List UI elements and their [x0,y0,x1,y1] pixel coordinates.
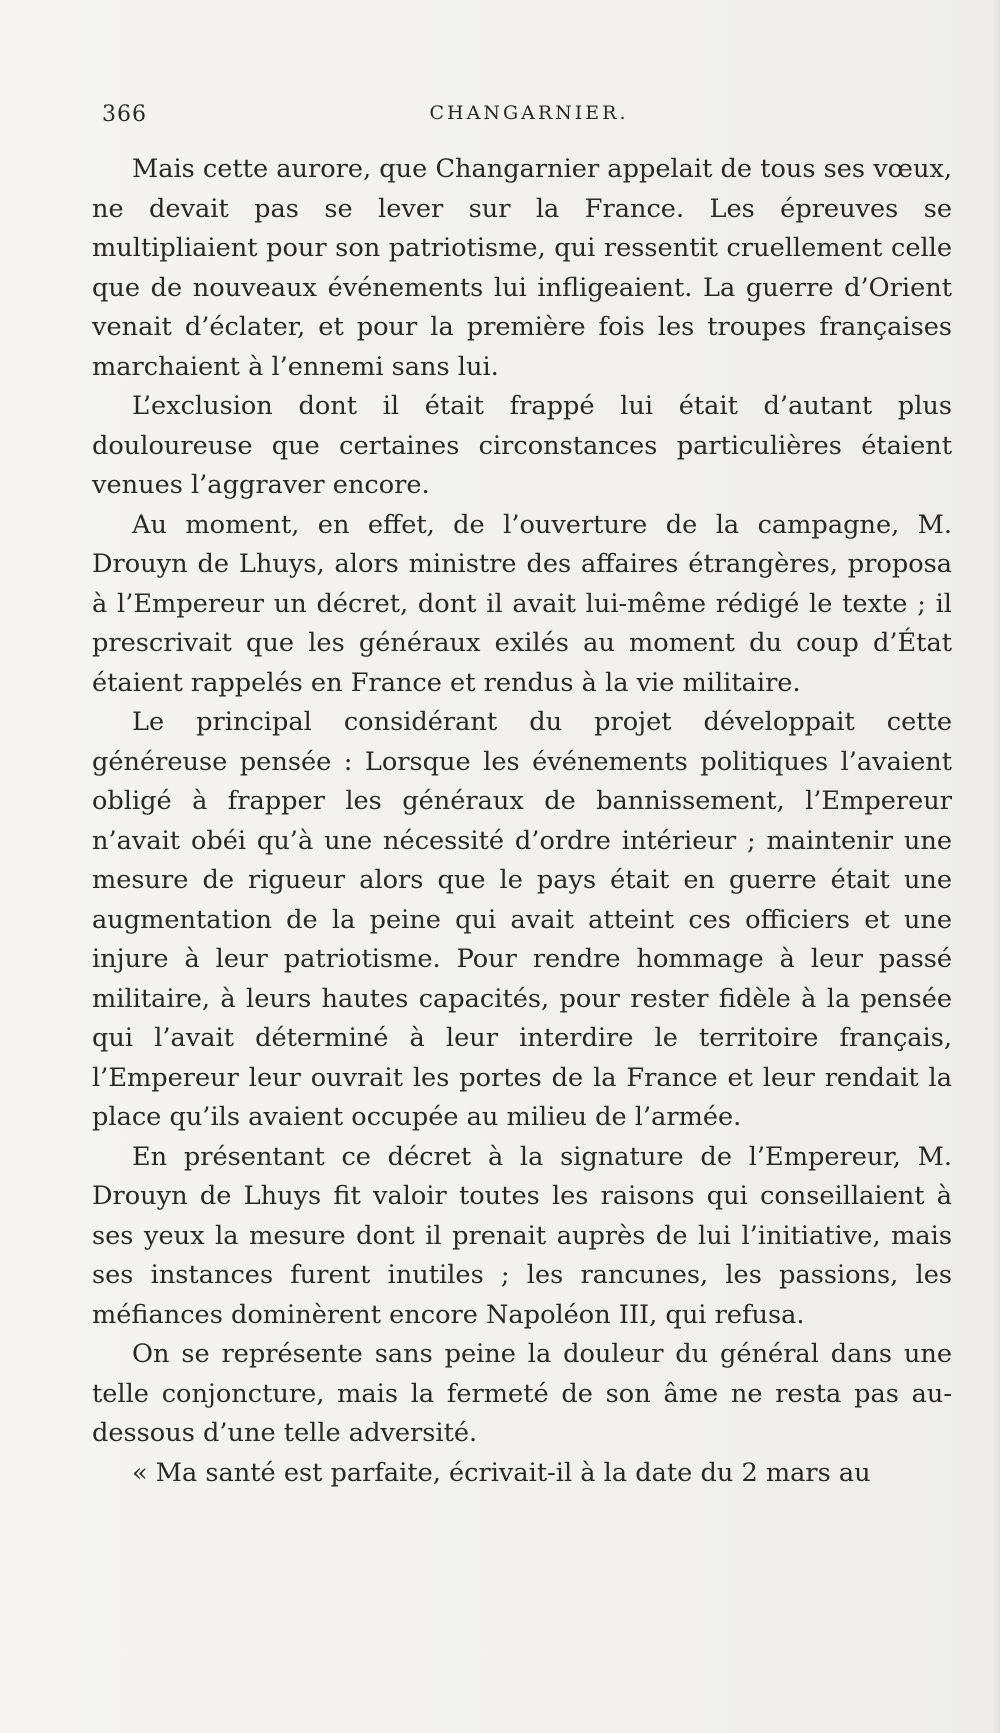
paragraph: On se représente sans peine la douleur du général dans une telle conjoncture, mais la fermeté de son âme ne resta pas au-dessous d’une telle adversité. [92,1339,952,1448]
running-head: CHANGARNIER. [429,102,629,124]
paragraph: En présentant ce décret à la signature de l’Empereur, M. Drouyn de Lhuys fit valoir toutes les raisons qui conseillaient à ses yeux la mesure dont il prenait auprès de lui l’initiative, mais ses instances furent inutiles ; les rancunes, les passions, les méfiances dominèrent encore Napoléon III, qui refusa. [92,1141,952,1330]
paragraph: Le principal considérant du projet développait cette généreuse pensée : Lorsque les événements politiques l’avaient obligé à frapper les généraux de bannissement, l’Empereur n’avait obéi qu’à une nécessité d’ordre intérieur ; maintenir une mesure de rigueur alors que le pays était en guerre était une augmentation de la peine qui avait atteint ces officiers et une injure à leur patriotisme. Pour rendre hommage à leur passé militaire, à leurs hautes capacités, pour rester fidèle à la pensée qui l’avait déterminé à leur interdire le territoire français, l’Empereur leur ouvrait les portes de la France et leur rendait la place qu’ils avaient occupée au milieu de l’armée. [92,707,952,1132]
paragraph: Au moment, en effet, de l’ouverture de la campagne, M. Drouyn de Lhuys, alors ministre des affaires étrangères, proposa à l’Empereur un décret, dont il avait lui-même rédigé le texte ; il prescrivait que les généraux exilés au moment du coup d’État étaient rappelés en France et rendus à la vie militaire. [92,509,952,698]
paragraph: L’exclusion dont il était frappé lui était d’autant plus douloureuse que certaines circonstances particulières étaient venues l’aggraver encore. [92,391,952,500]
page-number: 366 [102,102,147,127]
paragraph: « Ma santé est parfaite, écrivait-il à la date du 2 mars au [132,1457,871,1488]
paragraph: Mais cette aurore, que Changarnier appelait de tous ses vœux, ne devait pas se lever sur la France. Les épreuves se multipliaient pour son patriotisme, qui ressentit cruellement celle que de nouveaux événements lui infligeaient. La guerre d’Orient venait d’éclater, et pour la première fois les troupes françaises marchaient à l’ennemi sans lui. [92,154,953,382]
page-edge-shadow [992,0,1000,1733]
page-header [102,102,956,130]
body-text [92,150,952,1493]
